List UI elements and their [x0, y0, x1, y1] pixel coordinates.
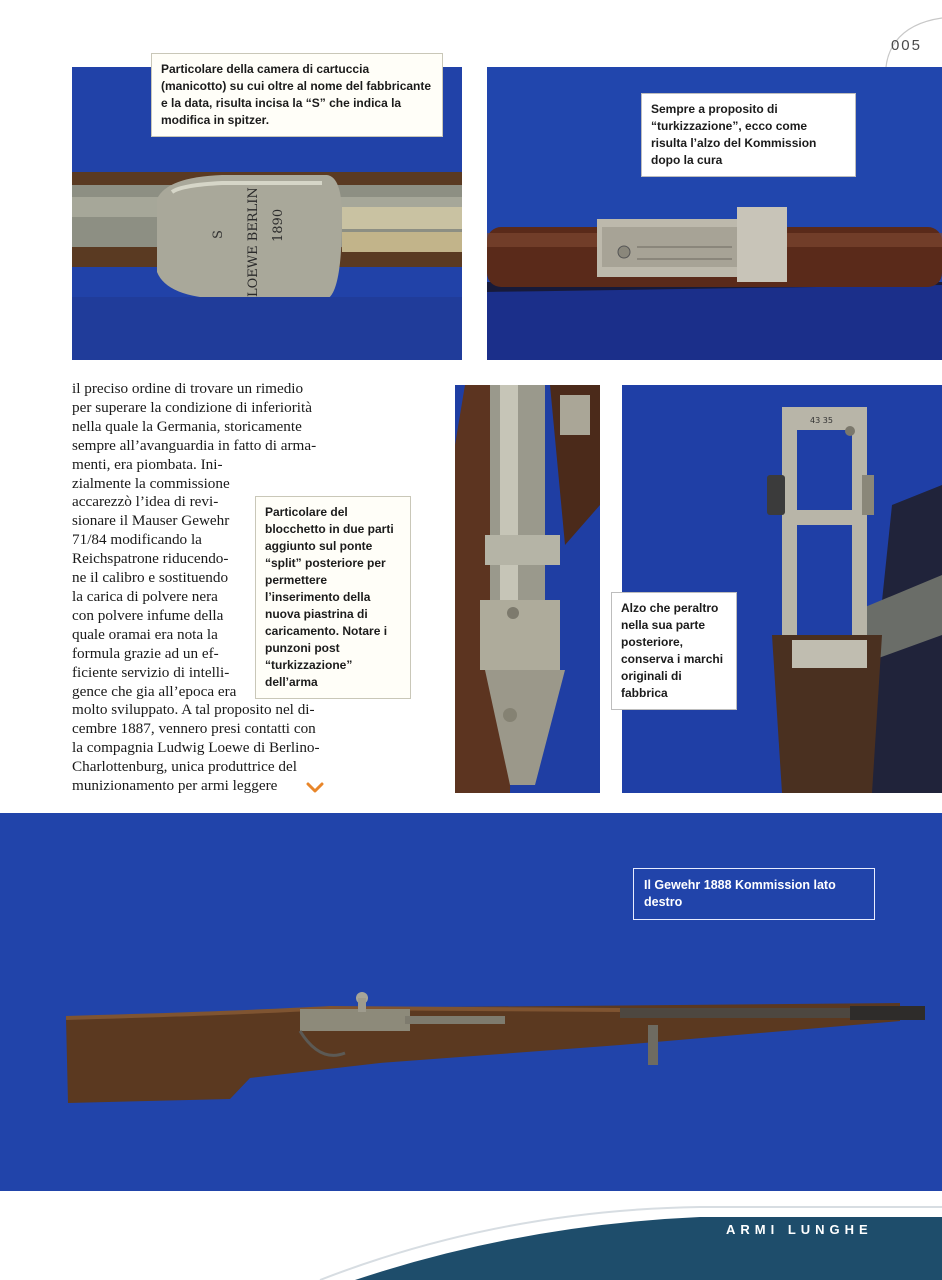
page-number: 005 — [890, 37, 922, 54]
body-line: nella quale la Germania, storicamente — [72, 417, 302, 435]
sight-rear-numbers: 43 35 — [810, 416, 833, 425]
body-line: sionare il Mauser Gewehr — [72, 512, 230, 530]
body-line: zialmente la commissione — [72, 474, 230, 492]
body-line: il preciso ordine di trovare un rimedio — [72, 380, 304, 397]
body-line: quale oramai era nota la — [72, 625, 218, 643]
body-line: sempre all’avanguardia in fatto di arma- — [72, 436, 317, 454]
body-line: cembre 1887, vennero presi contatti con — [72, 720, 316, 738]
chamber-year-engraving: 1890 — [271, 208, 286, 242]
body-line: Reichspatrone riducendo- — [72, 550, 229, 568]
caption-rifle: Il Gewehr 1888 Kommission lato destro — [633, 868, 875, 920]
caption-sight-turk: Sempre a proposito di “turkizzazione”, ecco come risulta l’alzo del Kommission dopo la cura — [641, 93, 856, 177]
body-line: gence che gia all’epoca era — [72, 682, 237, 700]
chamber-mark-s: S — [211, 230, 226, 239]
photo-sight-rear — [622, 385, 942, 793]
body-line: Charlottenburg, unica produttrice del — [72, 758, 297, 776]
body-line: molto sviluppato. A tal proposito nel di- — [72, 701, 315, 719]
body-line: munizionamento per armi leggere — [72, 777, 278, 795]
body-line: ficiente servizio di intelli- — [72, 663, 230, 681]
body-line: per superare la condizione di inferiorità — [72, 398, 312, 416]
footer-band — [0, 1205, 942, 1280]
body-line: menti, era piombata. Ini- — [72, 455, 223, 473]
continue-chevron-icon — [306, 782, 324, 794]
section-label: ARMI LUNGHE — [726, 1222, 873, 1237]
body-line: ne il calibro e sostituendo — [72, 569, 229, 587]
chamber-maker-engraving: LOEWE BERLIN — [246, 187, 261, 297]
body-line: formula grazie ad un ef- — [72, 644, 219, 662]
body-line: la compagnia Ludwig Loewe di Berlino- — [72, 739, 320, 757]
body-line: 71/84 modificando la — [72, 531, 202, 549]
body-line: la carica di polvere nera — [72, 587, 218, 605]
caption-sight-rear: Alzo che peraltro nella sua parte posteriore, conserva i marchi originali di fabbrica — [611, 592, 737, 710]
photo-bolt-block — [455, 385, 600, 793]
body-line: accarezzò l’idea di revi- — [72, 493, 219, 511]
caption-chamber: Particolare della camera di cartuccia (manicotto) su cui oltre al nome del fabbricante e la data, risulta incisa la “S” che indica la modifica in spitzer. — [151, 53, 443, 137]
caption-bolt-block: Particolare del blocchetto in due parti aggiunto sul ponte “split” posteriore per permettere l’inserimento della nuova piastrina di caricamento. Notare i punzoni post “turkizzazione” dell’arma — [255, 496, 411, 699]
body-line: con polvere infume della — [72, 606, 224, 624]
